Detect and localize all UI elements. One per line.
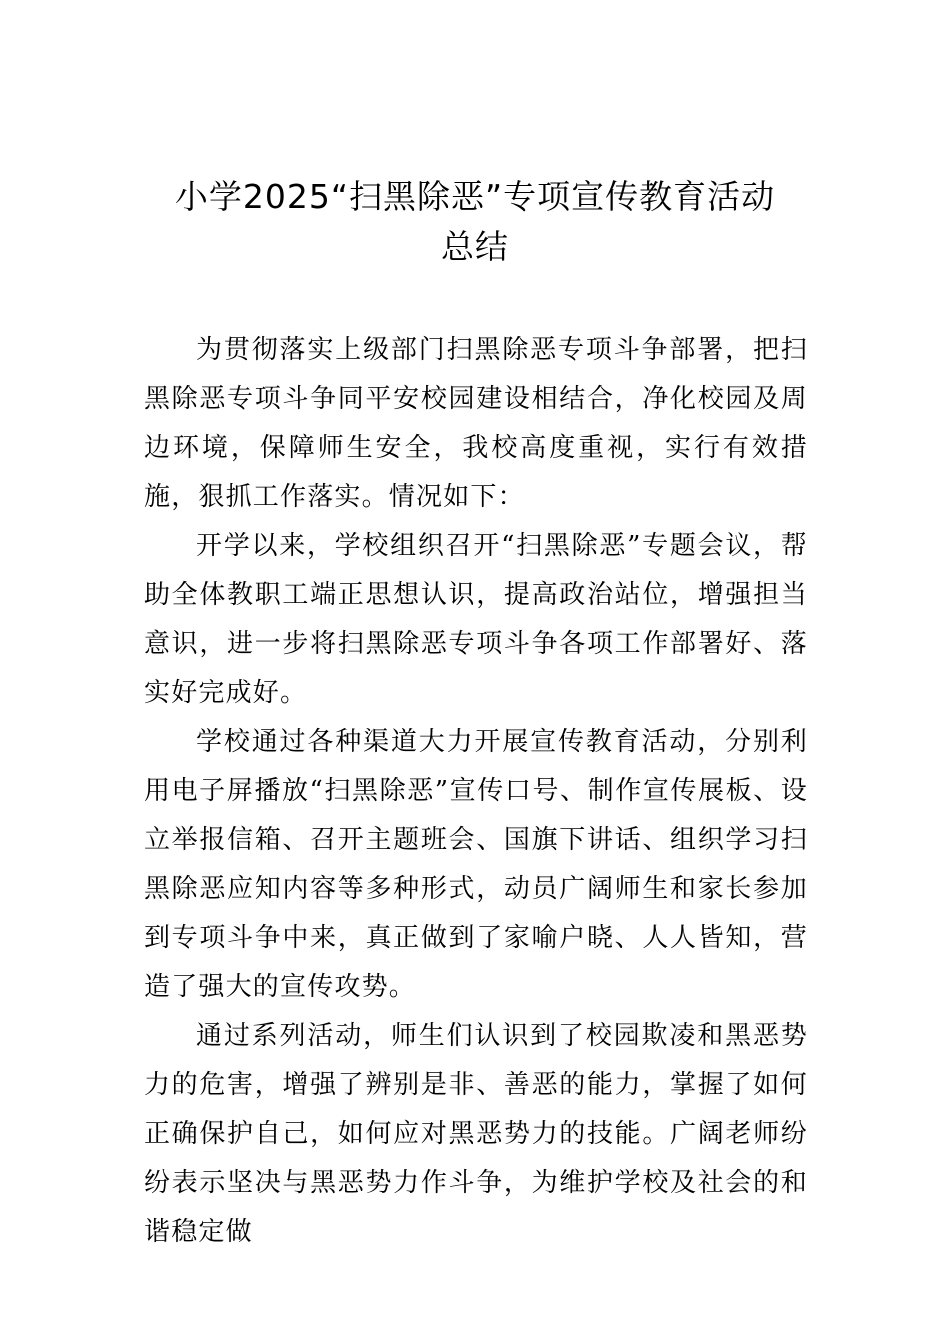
paragraph-4: 通过系列活动，师生们认识到了校园欺凌和黑恶势力的危害，增强了辨别是非、善恶的能力，掌握了如何正确保护自己，如何应对黑恶势力的技能。广阔老师纷纷表示坚决与黑恶势力作斗争，为维护学校及社会的和谐稳定做 <box>144 1021 808 1247</box>
title-line-1: 小学2025“扫黑除恶”专项宣传教育活动 <box>174 177 776 216</box>
document-title <box>0 172 950 272</box>
title-line-2: 总结 <box>441 227 509 266</box>
paragraph-3: 学校通过各种渠道大力开展宣传教育活动，分别利用电子屏播放“扫黑除恶”宣传口号、制作宣传展板、设立举报信箱、召开主题班会、国旗下讲话、组织学习扫黑除恶应知内容等多种形式，动员广阔师生和家长参加到专项斗争中来，真正做到了家喻户晓、人人皆知，营造了强大的宣传攻势。 <box>144 727 808 1002</box>
document-body <box>144 326 808 1257</box>
paragraph-2: 开学以来，学校组织召开“扫黑除恶”专题会议，帮助全体教职工端正思想认识，提高政治站位，增强担当意识，进一步将扫黑除恶专项斗争各项工作部署好、落实好完成好。 <box>144 531 808 708</box>
paragraph-1: 为贯彻落实上级部门扫黑除恶专项斗争部署，把扫黑除恶专项斗争同平安校园建设相结合，净化校园及周边环境，保障师生安全，我校高度重视，实行有效措施，狠抓工作落实。情况如下： <box>144 335 808 512</box>
